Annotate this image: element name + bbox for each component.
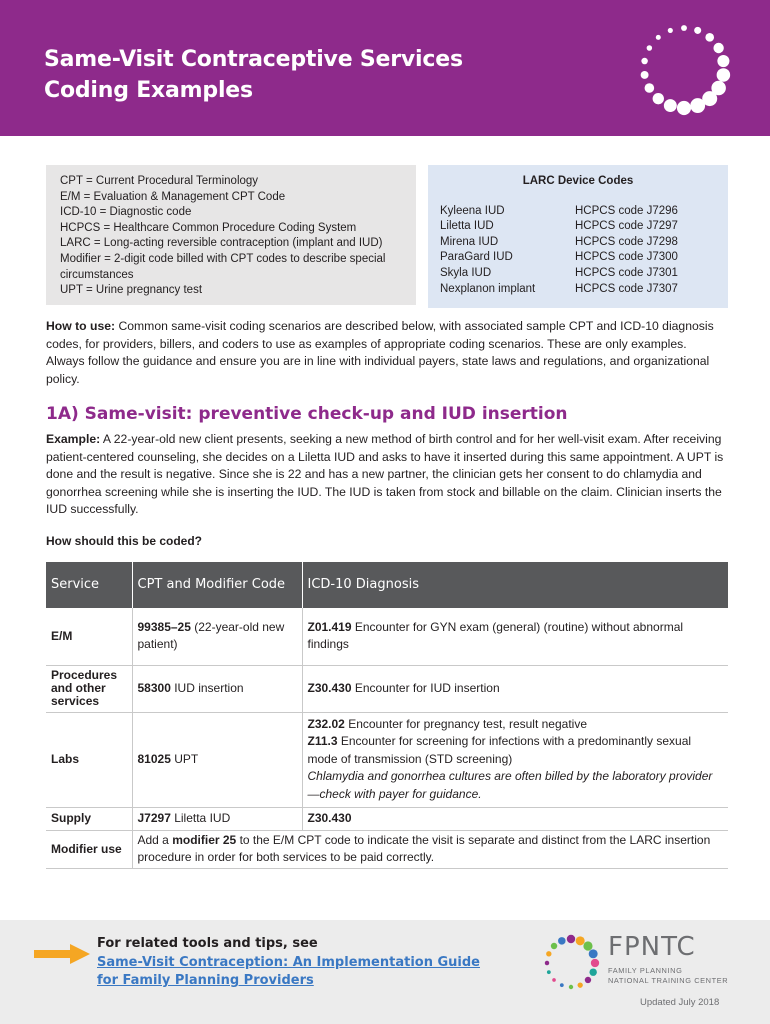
logo-dot bbox=[551, 943, 557, 949]
larc-device-code: HCPCS code J7297 bbox=[575, 220, 678, 233]
cpt-code: 99385–25 bbox=[137, 619, 191, 634]
logo-dot bbox=[705, 33, 714, 42]
page-title-line2: Coding Examples bbox=[44, 78, 253, 103]
page-title-line1: Same-Visit Contraceptive Services bbox=[44, 47, 463, 72]
logo-dot bbox=[653, 93, 664, 104]
updated-date: Updated July 2018 bbox=[640, 997, 720, 1008]
coding-question: How should this be coded? bbox=[46, 534, 202, 548]
icd-description: Encounter for GYN exam (general) (routine) without abnormal findings bbox=[307, 619, 684, 652]
table-row-supply bbox=[46, 807, 728, 830]
logo-dot bbox=[546, 951, 551, 956]
cpt-description: UPT bbox=[170, 751, 199, 766]
larc-device-codes-box bbox=[428, 165, 728, 308]
icd-code: Z01.419 bbox=[307, 619, 352, 634]
icd-code: Z11.3 bbox=[307, 734, 338, 749]
service-cell: Supply bbox=[46, 807, 132, 830]
logo-dot bbox=[641, 71, 649, 79]
coding-table bbox=[46, 562, 728, 869]
larc-device-name: Liletta IUD bbox=[440, 220, 494, 233]
how-to-use-text: Common same-visit coding scenarios are described below, with associated sample CPT and ICD-10 diagnosis codes, for providers, billers, and coders to use as examples of appropriate coding scenarios. These are only examples. Always follow the guidance and ensure you are in line with individual payers, state laws and regulations, and organizational policy. bbox=[46, 319, 714, 386]
larc-device-row bbox=[440, 219, 716, 235]
logo-dot bbox=[647, 45, 652, 50]
larc-device-row bbox=[440, 204, 716, 220]
logo-dot bbox=[585, 977, 591, 983]
larc-device-row bbox=[440, 282, 716, 298]
modifier-bold: modifier 25 bbox=[172, 832, 237, 847]
footer-text bbox=[97, 935, 480, 991]
icd-cell bbox=[302, 608, 728, 665]
fpntc-logo-subtitle bbox=[608, 966, 728, 986]
logo-dot bbox=[567, 935, 575, 943]
icd-description: Encounter for pregnancy test, result negative bbox=[344, 716, 587, 731]
logo-dot bbox=[694, 27, 701, 34]
fpntc-dotted-circle-logo-icon bbox=[540, 932, 602, 994]
larc-device-row bbox=[440, 266, 716, 282]
abbreviations-box bbox=[46, 165, 416, 305]
column-header-cpt: CPT and Modifier Code bbox=[132, 562, 302, 608]
page-footer bbox=[0, 920, 770, 1024]
cpt-cell bbox=[132, 712, 302, 807]
table-row-modifier bbox=[46, 830, 728, 868]
fpntc-subtitle-line2: NATIONAL TRAINING CENTER bbox=[608, 976, 729, 985]
larc-device-code: HCPCS code J7298 bbox=[575, 235, 678, 248]
modifier-text-after: to the E/M CPT code to indicate the visit is separate and distinct from the LARC insertion procedure in order for both services to be paid correctly. bbox=[137, 832, 711, 864]
fpntc-logo-name: FPNTC bbox=[608, 932, 696, 962]
icd-entry bbox=[308, 733, 724, 768]
column-header-service: Service bbox=[46, 562, 132, 608]
abbreviation-item: LARC = Long-acting reversible contraception (implant and IUD) bbox=[60, 237, 383, 250]
logo-dot bbox=[558, 937, 566, 945]
footer-lead: For related tools and tips, see bbox=[97, 936, 318, 951]
cpt-cell bbox=[132, 665, 302, 712]
icd-description: Encounter for screening for infections with a predominantly sexual mode of transmission (STD screening) bbox=[307, 734, 692, 766]
page-header bbox=[0, 0, 770, 136]
cpt-description: IUD insertion bbox=[170, 680, 244, 695]
logo-dot bbox=[641, 58, 648, 65]
larc-device-code: HCPCS code J7307 bbox=[575, 282, 678, 295]
logo-dot bbox=[656, 35, 661, 40]
table-row-procedures bbox=[46, 665, 728, 712]
how-to-use-label: How to use: bbox=[46, 319, 116, 333]
abbreviation-item: UPT = Urine pregnancy test bbox=[60, 284, 203, 297]
logo-dot bbox=[583, 941, 592, 950]
how-to-use-paragraph bbox=[46, 318, 726, 388]
logo-dot bbox=[591, 959, 599, 967]
logo-dot bbox=[547, 970, 551, 974]
table-row-labs bbox=[46, 712, 728, 807]
icd-description: Encounter for IUD insertion bbox=[351, 680, 500, 695]
larc-device-name: Kyleena IUD bbox=[440, 204, 505, 217]
icd-cell bbox=[302, 712, 728, 807]
logo-dot bbox=[668, 28, 673, 33]
larc-device-name: Nexplanon implant bbox=[440, 282, 536, 295]
icd-entry bbox=[308, 716, 724, 734]
larc-device-row bbox=[440, 235, 716, 251]
logo-dot bbox=[545, 961, 549, 965]
logo-dot bbox=[589, 949, 598, 958]
logo-dot bbox=[717, 68, 730, 81]
logo-dot bbox=[552, 978, 556, 982]
link-line2: for Family Planning Providers bbox=[97, 973, 314, 988]
service-cell: Modifier use bbox=[46, 830, 132, 868]
logo-dot bbox=[664, 99, 677, 112]
modifier-text-before: Add a bbox=[137, 832, 173, 847]
icd-code: Z30.430 bbox=[307, 810, 352, 825]
abbreviation-item: E/M = Evaluation & Management CPT Code bbox=[60, 190, 286, 203]
logo-dot bbox=[645, 83, 655, 93]
logo-dot bbox=[690, 98, 705, 113]
icd-code: Z32.02 bbox=[307, 716, 345, 731]
larc-device-code: HCPCS code J7300 bbox=[575, 251, 678, 264]
cpt-cell bbox=[132, 807, 302, 830]
section-title: 1A) Same-visit: preventive check-up and IUD insertion bbox=[46, 404, 568, 424]
cpt-code: J7297 bbox=[137, 810, 171, 825]
cpt-cell bbox=[132, 608, 302, 665]
dotted-circle-logo-icon bbox=[632, 16, 736, 120]
logo-dot bbox=[560, 983, 564, 987]
logo-dot bbox=[681, 25, 687, 31]
cpt-code: 81025 bbox=[137, 751, 171, 766]
link-line1: Same-Visit Contraception: An Implementation Guide bbox=[97, 954, 480, 970]
service-cell: Procedures and other services bbox=[46, 665, 132, 712]
logo-dot bbox=[677, 101, 691, 115]
example-label: Example: bbox=[46, 432, 101, 446]
cpt-description: Liletta IUD bbox=[170, 810, 231, 825]
abbreviation-item: HCPCS = Healthcare Common Procedure Coding System bbox=[60, 221, 357, 234]
icd-note-text: Chlamydia and gonorrhea cultures are often billed by the laboratory provider—check with payer for guidance. bbox=[307, 769, 713, 801]
larc-device-row bbox=[440, 250, 716, 266]
abbreviation-item: Modifier = 2-digit code billed with CPT codes to describe special circumstances bbox=[60, 252, 386, 281]
larc-device-code: HCPCS code J7296 bbox=[575, 204, 678, 217]
cpt-description: (22-year-old new patient) bbox=[137, 619, 285, 652]
logo-dot bbox=[576, 936, 585, 945]
abbreviation-item: ICD-10 = Diagnostic code bbox=[60, 206, 192, 219]
logo-dot bbox=[717, 55, 729, 67]
cpt-code: 58300 bbox=[137, 680, 171, 695]
service-cell: E/M bbox=[46, 608, 132, 665]
icd-code: Z30.430 bbox=[307, 680, 352, 695]
icd-note bbox=[308, 768, 724, 803]
logo-dot bbox=[713, 43, 723, 53]
icd-cell bbox=[302, 807, 728, 830]
icd-cell bbox=[302, 665, 728, 712]
fpntc-subtitle-line1: FAMILY PLANNING bbox=[608, 966, 683, 975]
page-title bbox=[44, 44, 463, 106]
implementation-guide-link[interactable] bbox=[97, 955, 480, 989]
column-header-icd10: ICD-10 Diagnosis bbox=[302, 562, 728, 608]
abbreviation-item: CPT = Current Procedural Terminology bbox=[60, 175, 259, 187]
logo-dot bbox=[589, 968, 596, 975]
larc-device-code: HCPCS code J7301 bbox=[575, 266, 678, 279]
service-cell: Labs bbox=[46, 712, 132, 807]
larc-device-name: Mirena IUD bbox=[440, 235, 499, 248]
larc-device-name: ParaGard IUD bbox=[440, 251, 513, 264]
table-row-em bbox=[46, 608, 728, 665]
table-header-row bbox=[46, 562, 728, 608]
modifier-cell bbox=[132, 830, 728, 868]
arrow-right-icon bbox=[34, 944, 90, 964]
example-text: A 22-year-old new client presents, seeking a new method of birth control and for her well-visit exam. After receiving patient-centered counseling, she decides on a Liletta IUD and asks to have it inserted during this same appointment. A UPT is done and the result is negative. Since she is 22 and has a new partner, the clinician gets her consent to do chlamydia and gonorrhea screening while she is inserting the IUD. The IUD is taken from stock and billable on the claim. Clinician inserts the IUD successfully. bbox=[46, 432, 724, 516]
logo-dot bbox=[578, 983, 583, 988]
larc-title: LARC Device Codes bbox=[522, 175, 634, 187]
logo-dot bbox=[569, 985, 573, 989]
larc-device-name: Skyla IUD bbox=[440, 266, 492, 279]
example-paragraph bbox=[46, 431, 726, 519]
